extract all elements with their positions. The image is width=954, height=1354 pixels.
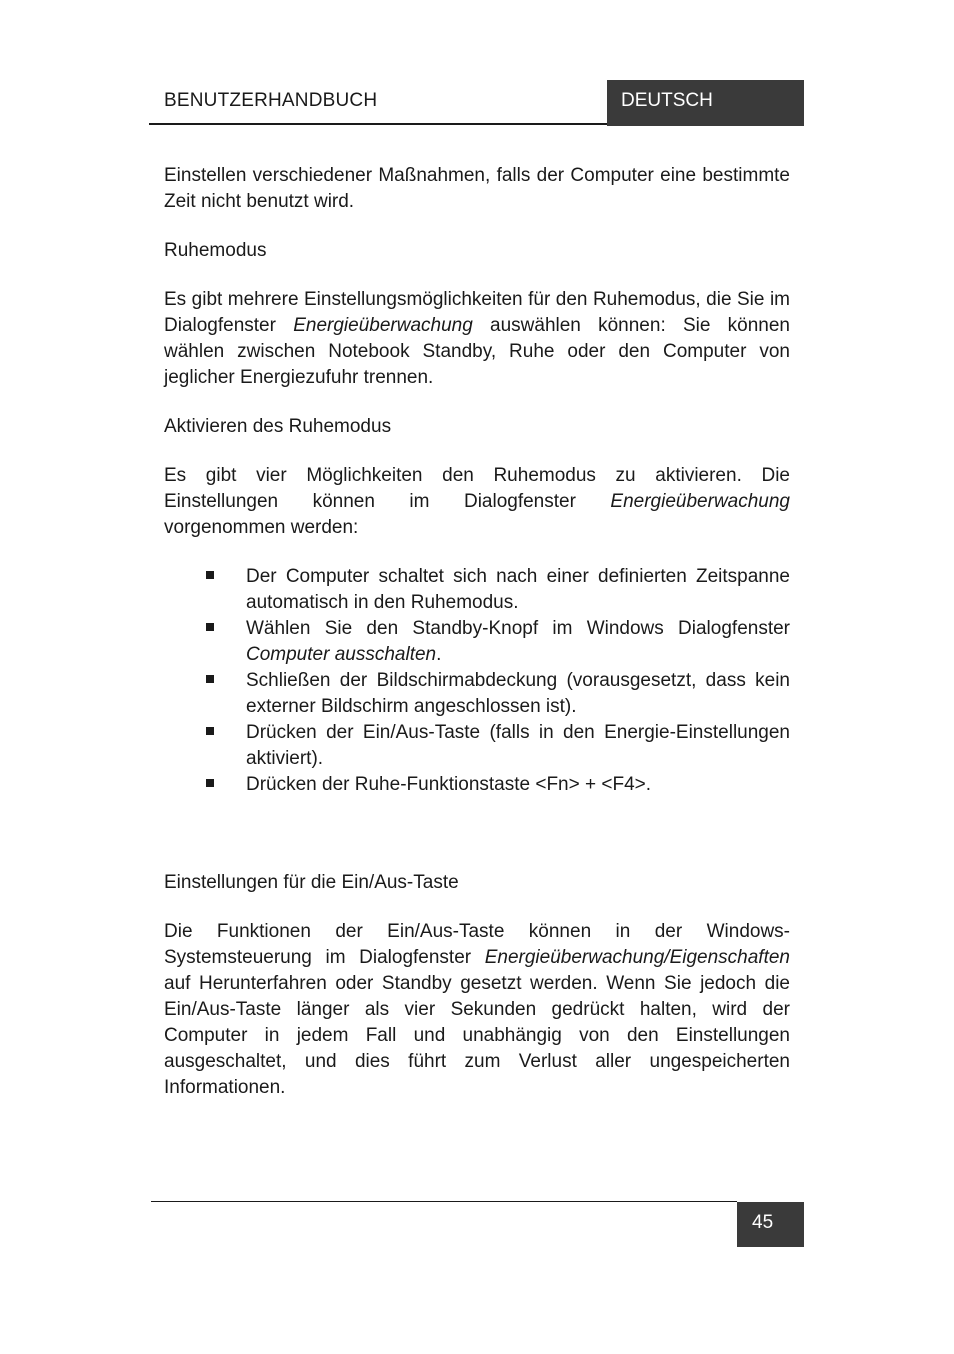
paragraph-text: Es gibt vier Möglichkeiten den Ruhemodus zu aktivieren. Die Einstellungen können im Dialogfenster bbox=[164, 465, 790, 512]
paragraph-text: Es gibt mehrere Einstellungsmöglichkeiten für den Ruhemodus, die Sie im Dialogfenster bbox=[164, 289, 790, 336]
list-item-text: . bbox=[436, 644, 442, 665]
list-item-text: Schließen der Bildschirmabdeckung (vorausgesetzt, dass kein externer Bildschirm angeschlossen ist). bbox=[246, 670, 790, 717]
bullet-square-icon bbox=[206, 675, 214, 683]
aktivieren-paragraph bbox=[164, 463, 790, 541]
list-item-text: Der Computer schaltet sich nach einer definierten Zeitspanne automatisch in den Ruhemodus. bbox=[246, 566, 790, 613]
header-rule bbox=[149, 123, 607, 125]
paragraph-text: vorgenommen werden: bbox=[164, 517, 359, 538]
bullet-square-icon bbox=[206, 727, 214, 735]
page-content bbox=[164, 163, 790, 1101]
list-item bbox=[164, 720, 790, 772]
paragraph-text: Die Funktionen der Ein/Aus-Taste können in der Windows-Systemsteuerung im Dialogfenster bbox=[164, 921, 790, 968]
list-item bbox=[164, 772, 790, 798]
section-heading-ein-aus-taste: Einstellungen für die Ein/Aus-Taste bbox=[164, 872, 459, 893]
page-number-badge: 45 bbox=[737, 1202, 804, 1247]
bullet-square-icon bbox=[206, 779, 214, 787]
header-language-badge: DEUTSCH bbox=[607, 80, 804, 126]
paragraph-emphasis: Energieüberwachung bbox=[610, 491, 790, 512]
list-item bbox=[164, 668, 790, 720]
paragraph-text: auf Herunterfahren oder Standby gesetzt werden. Wenn Sie jedoch die Ein/Aus-Taste länger als vier Sekunden gedrückt halten, wird der Computer in jedem Fall und unabhängig von den Einstellungen ausgeschaltet, und dies führt zum Verlust aller ungespeicherten Informationen. bbox=[164, 973, 790, 1098]
ruhemodus-paragraph bbox=[164, 287, 790, 391]
ein-aus-taste-paragraph bbox=[164, 919, 790, 1101]
list-item-emphasis: Computer ausschalten bbox=[246, 644, 437, 665]
list-item-text: Wählen Sie den Standby-Knopf im Windows Dialogfenster bbox=[246, 618, 790, 639]
list-item-text: Drücken der Ruhe-Funktionstaste <Fn> + <F4>. bbox=[246, 774, 652, 795]
header-title: BENUTZERHANDBUCH bbox=[164, 90, 378, 111]
section-heading-ruhemodus: Ruhemodus bbox=[164, 240, 267, 261]
list-item bbox=[164, 616, 790, 668]
section-heading-aktivieren: Aktivieren des Ruhemodus bbox=[164, 416, 392, 437]
list-item bbox=[164, 564, 790, 616]
bullet-square-icon bbox=[206, 571, 214, 579]
footer-rule bbox=[151, 1201, 737, 1202]
activation-bullet-list bbox=[164, 564, 790, 798]
paragraph-emphasis: Energieüberwachung/Eigenschaften bbox=[484, 947, 790, 968]
list-item-text: Drücken der Ein/Aus-Taste (falls in den Energie-Einstellungen aktiviert). bbox=[246, 722, 790, 769]
intro-paragraph: Einstellen verschiedener Maßnahmen, falls der Computer eine bestimmte Zeit nicht benutzt wird. bbox=[164, 165, 790, 212]
bullet-square-icon bbox=[206, 623, 214, 631]
paragraph-text: auswählen können: Sie können wählen zwischen Notebook Standby, Ruhe oder den Computer von jeglicher Energiezufuhr trennen. bbox=[164, 315, 790, 388]
paragraph-emphasis: Energieüberwachung bbox=[293, 315, 473, 336]
